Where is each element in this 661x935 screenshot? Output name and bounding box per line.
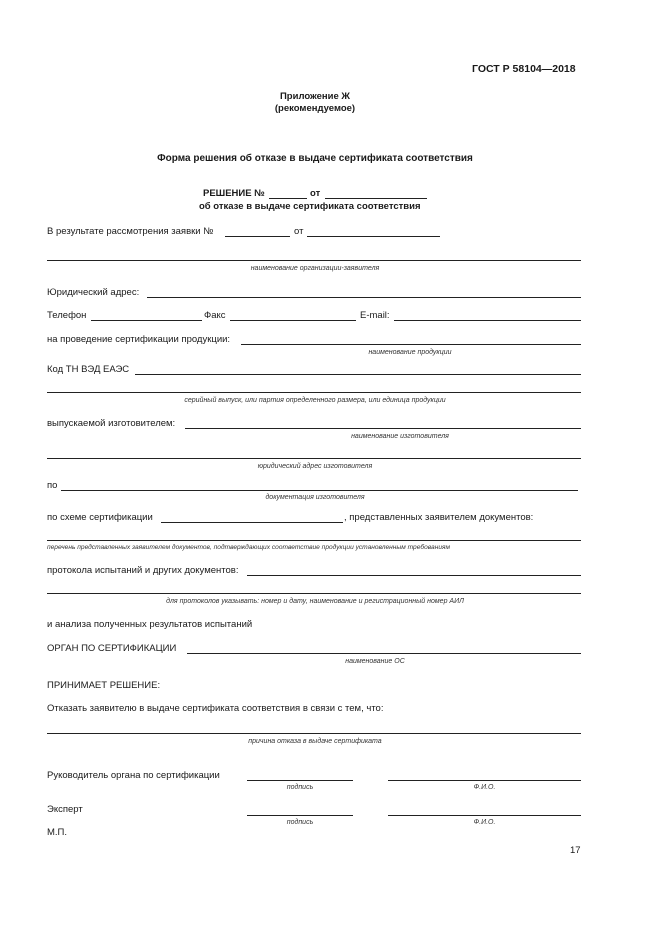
certification-body-caption: наименование ОС [345,658,405,665]
batch-line [47,392,581,393]
head-signature-line [247,780,353,781]
decision-date-line [325,198,427,199]
reason-caption: причина отказа в выдаче сертификата [248,738,382,745]
email-line [394,320,581,321]
certification-body-label: ОРГАН ПО СЕРТИФИКАЦИИ [47,643,177,654]
head-signature-caption: подпись [286,784,314,791]
reason-line [47,733,581,734]
fax-label: Факс [204,310,226,321]
appendix-subtitle: (рекомендуемое) [274,103,356,114]
review-label: В результате рассмотрения заявки № [47,226,214,237]
form-title: Форма решения об отказе в выдаче сертификата соответствия [157,153,473,164]
protocols-line-2 [47,593,581,594]
decision-number-line [269,198,307,199]
product-line [241,344,581,345]
expert-signature-label: Эксперт [47,804,83,815]
protocols-line [247,575,581,576]
expert-name-line [388,815,581,816]
decision-date-label: от [310,188,321,199]
documents-line [47,540,581,541]
manufacturer-address-caption: юридический адрес изготовителя [257,463,373,470]
expert-signature-caption: подпись [286,819,314,826]
head-signature-label: Руководитель органа по сертификации [47,770,220,781]
protocols-label: протокола испытаний и других документов: [47,565,239,576]
application-number-line [225,236,290,237]
refuse-text: Отказать заявителю в выдаче сертификата соответствия в связи с тем, что: [47,703,384,714]
decision-subtitle: об отказе в выдаче сертификата соответствия [199,201,421,212]
page-number: 17 [570,845,581,856]
application-date-line [307,236,440,237]
product-caption: наименование продукции [368,349,452,356]
manufacturer-address-line [47,458,581,459]
tnved-line [135,374,581,375]
documentation-line [61,490,578,491]
email-label: E-mail: [360,310,390,321]
expert-signature-line [247,815,353,816]
standard-number: ГОСТ Р 58104—2018 [472,63,576,75]
analysis-text: и анализа полученных результатов испытаний [47,619,253,630]
scheme-line [161,522,343,523]
batch-caption: серийный выпуск, или партия определенного размера, или единица продукции [184,397,446,404]
head-name-caption: Ф.И.О. [473,784,496,791]
manufacturer-caption: наименование изготовителя [351,433,449,440]
appendix-title: Приложение Ж [279,91,351,102]
decides-label: ПРИНИМАЕТ РЕШЕНИЕ: [47,680,161,691]
head-name-line [388,780,581,781]
manufacturer-label: выпускаемой изготовителем: [47,418,176,429]
protocols-caption: для протоколов указывать: номер и дату, наименование и регистрационный номер АИЛ [166,598,464,605]
product-label: на проведение сертификации продукции: [47,334,231,345]
fax-line [230,320,356,321]
documents-caption: перечень представленных заявителем документов, подтверждающих соответствие продукции установленным требованиям [47,544,451,551]
tnved-label: Код ТН ВЭД ЕАЭС [47,364,130,375]
decision-number-label: РЕШЕНИЕ № [203,188,265,199]
manufacturer-line [185,428,581,429]
scheme-label: по схеме сертификации [47,512,153,523]
legal-address-line [147,297,581,298]
expert-name-caption: Ф.И.О. [473,819,496,826]
by-label: по [47,480,58,491]
legal-address-label: Юридический адрес: [47,287,140,298]
documentation-caption: документация изготовителя [265,494,365,501]
certification-body-line [187,653,581,654]
phone-line [91,320,202,321]
seal-label: М.П. [47,827,68,838]
phone-label: Телефон [47,310,87,321]
review-date-label: от [294,226,304,237]
applicant-caption: наименование организации-заявителя [250,265,380,272]
applicant-line [47,260,581,261]
scheme-suffix: , представленных заявителем документов: [344,512,534,523]
